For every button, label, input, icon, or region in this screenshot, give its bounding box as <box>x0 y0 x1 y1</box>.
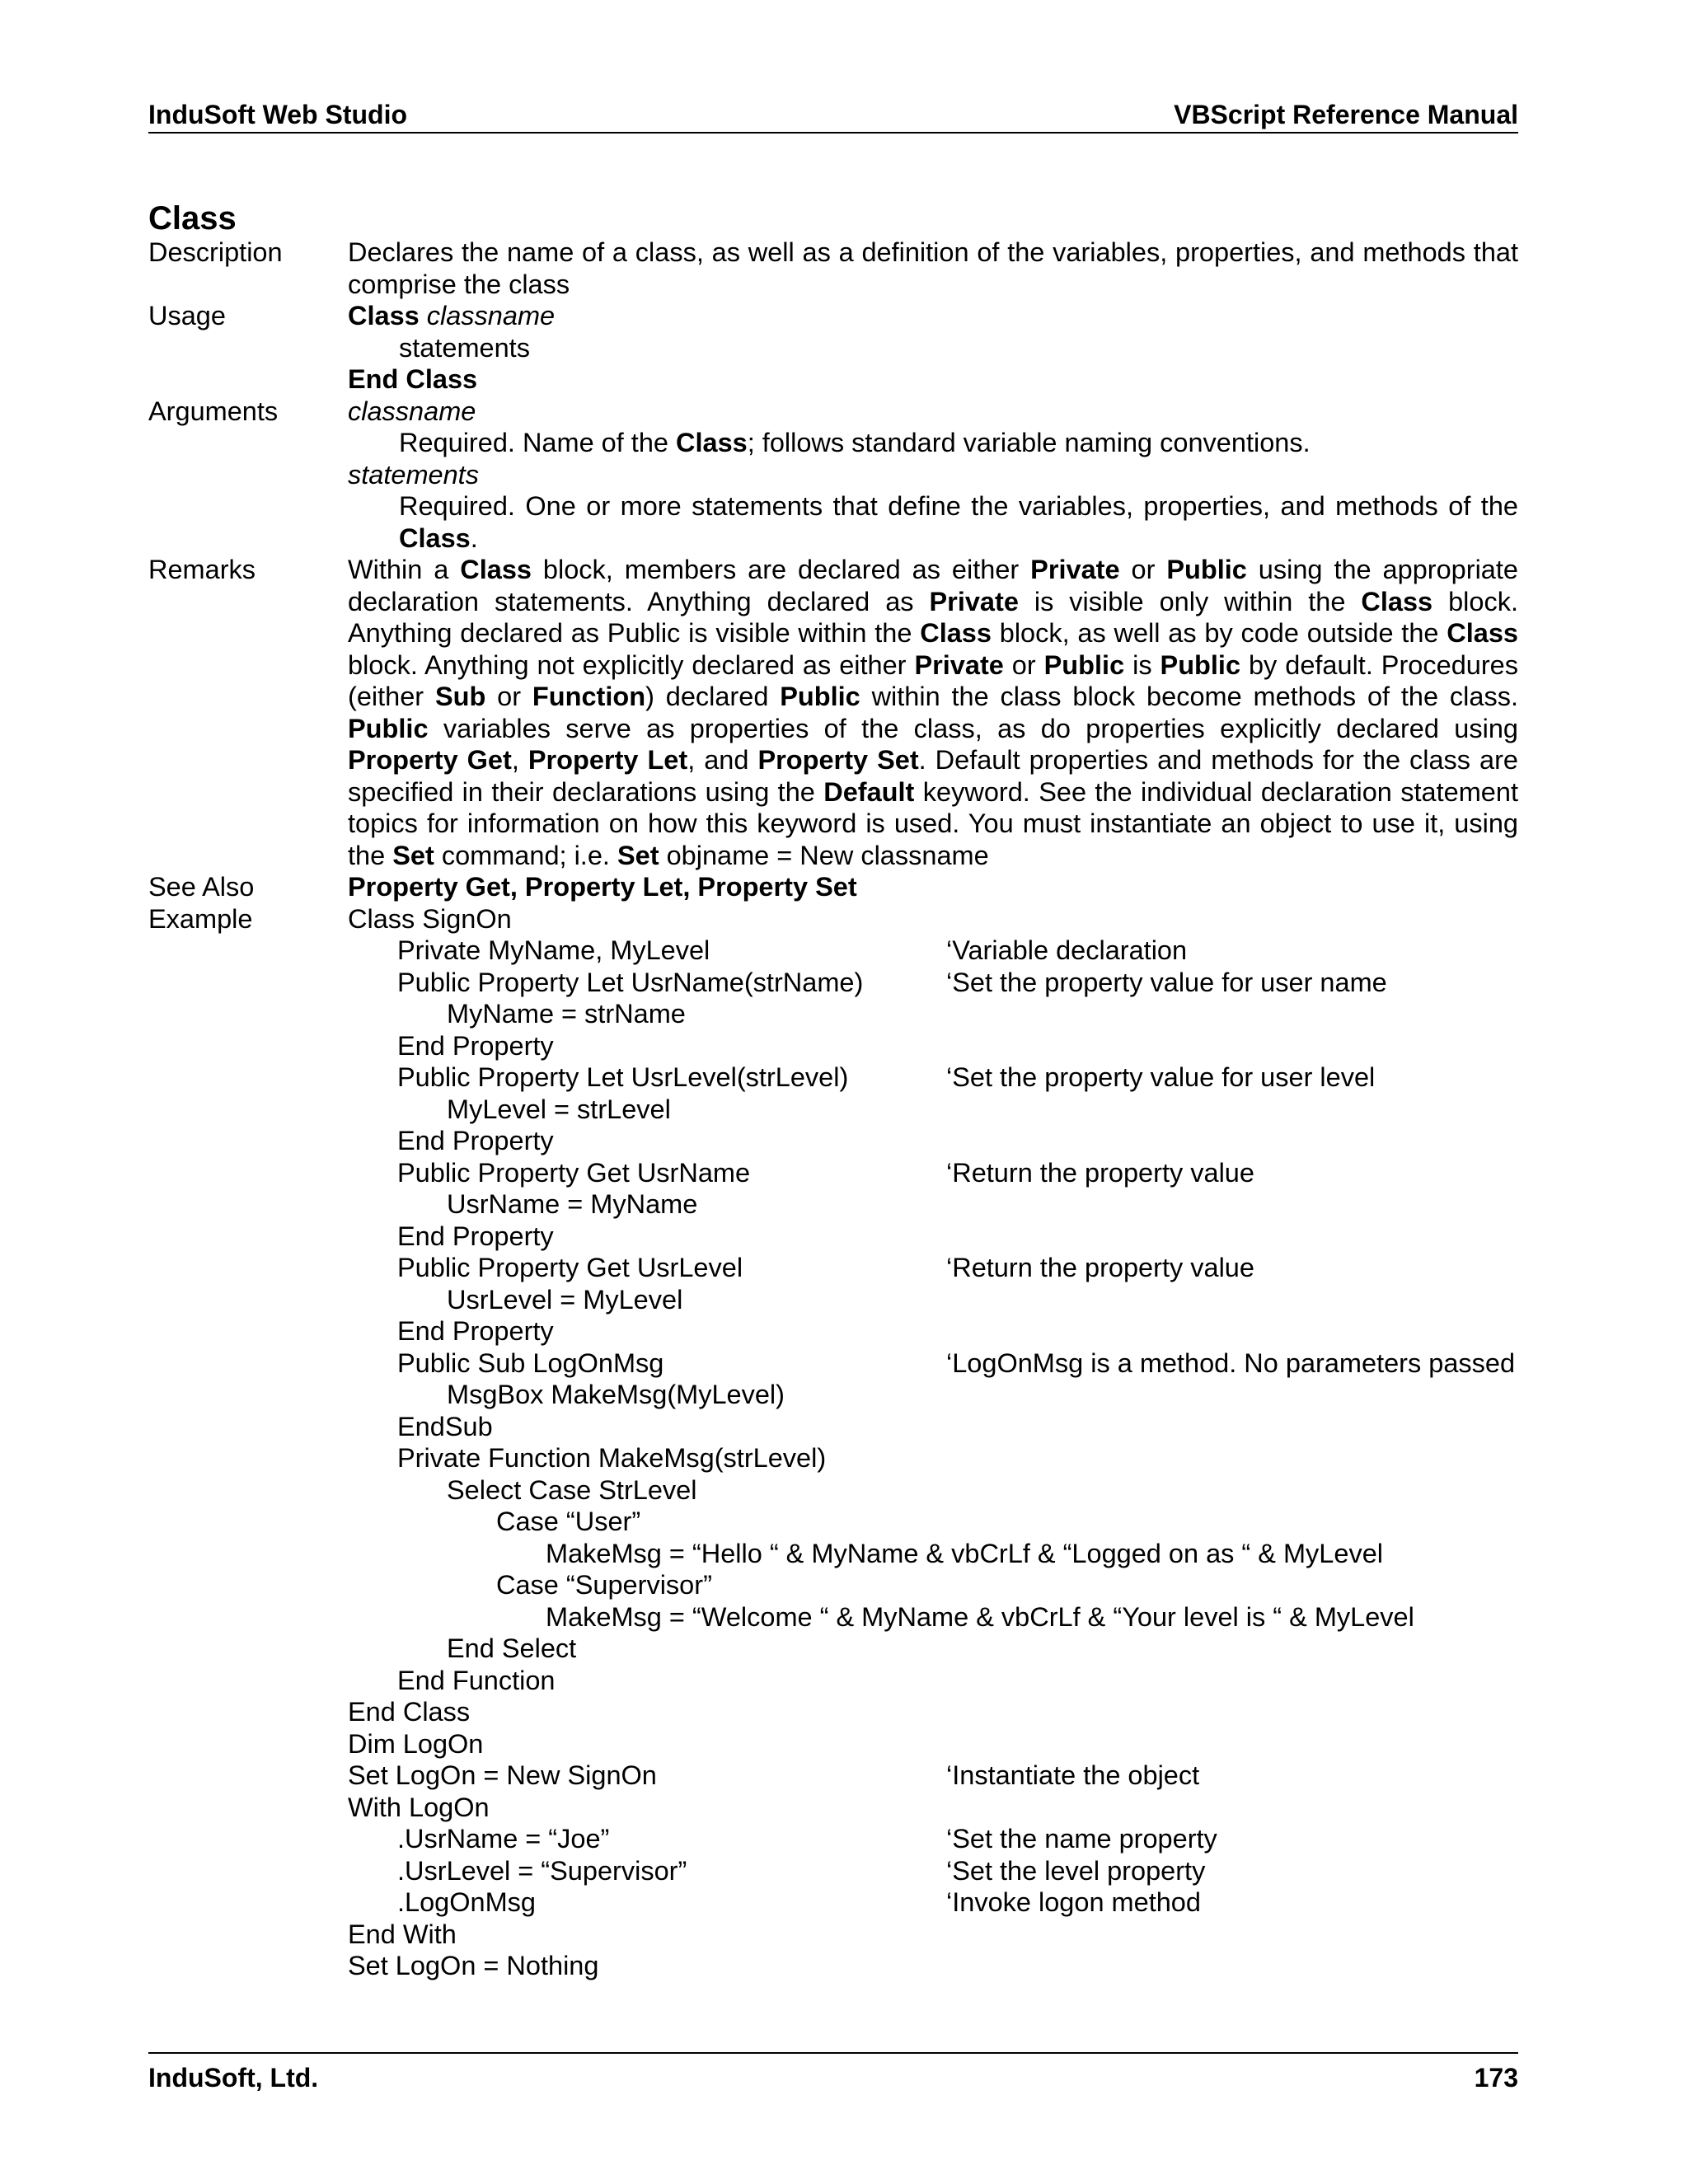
page-header <box>148 97 1518 134</box>
remarks-keyword: Class <box>1447 618 1518 648</box>
remarks-segment: block, members are declared as either <box>531 555 1031 584</box>
code-comment: ‘Return the property value <box>946 1253 1254 1282</box>
code-text: Case “User” <box>496 1507 641 1536</box>
remarks-keyword: Public <box>780 682 860 711</box>
remarks-text <box>348 554 1518 871</box>
remarks-segment: block. Anything not explicitly declared as either <box>348 649 915 680</box>
reference-entry <box>148 237 1518 1982</box>
code-text: End Property <box>397 1030 554 1061</box>
remarks-keyword: Default <box>823 776 915 807</box>
code-line <box>348 1379 1518 1411</box>
remarks-segment: , and <box>687 745 758 775</box>
code-text: Public Property Get UsrName <box>397 1157 751 1188</box>
header-right: VBScript Reference Manual <box>1174 100 1518 129</box>
code-text: .LogOnMsg <box>397 1887 537 1917</box>
remarks-keyword: Public <box>348 713 429 743</box>
page-number: 173 <box>1474 2063 1518 2093</box>
remarks-keyword: Function <box>532 682 646 711</box>
code-text: MsgBox MakeMsg(MyLevel) <box>447 1380 785 1409</box>
remarks-segment: block, as well as by code outside the <box>991 618 1447 648</box>
usage-content <box>348 300 1518 396</box>
code-text: Set LogOn = Nothing <box>348 1951 599 1980</box>
remarks-keyword: Sub <box>434 682 486 711</box>
argument-classname-desc <box>348 427 1518 459</box>
remarks-segment: . Default properties and methods for the class are specified in their declarations using the <box>348 745 1518 807</box>
remarks-keyword: Public <box>1043 649 1125 680</box>
remarks-keyword: Public <box>1160 649 1241 680</box>
arg1-desc-part: Required. Name of the <box>399 428 677 457</box>
description-label: Description <box>148 237 283 267</box>
remarks-keyword: Set <box>392 840 434 870</box>
code-line <box>348 1823 1518 1855</box>
code-comment: ‘Set the level property <box>946 1855 1206 1886</box>
code-text: End Select <box>447 1633 577 1663</box>
code-line <box>348 1347 1518 1380</box>
remarks-keyword: Property Get <box>348 745 512 775</box>
remarks-segment: is visible only within the <box>1018 586 1362 616</box>
code-text: With LogOn <box>348 1792 490 1822</box>
arg2-desc-part: . <box>470 523 478 553</box>
arg2-desc-keyword: Class <box>399 523 471 553</box>
usage-line-class <box>348 300 1518 332</box>
remarks-segment: objname = New classname <box>659 840 989 870</box>
remarks-keyword: Private <box>929 586 1019 616</box>
code-text: Public Property Let UsrName(strName) <box>397 967 864 997</box>
code-text: MakeMsg = “Hello “ & MyName & vbCrLf & “Logged on as “ & MyLevel <box>546 1538 1384 1568</box>
code-text: EndSub <box>397 1411 493 1441</box>
code-text: MyLevel = strLevel <box>447 1094 671 1124</box>
code-line <box>348 1792 1518 1824</box>
code-line <box>348 1728 1518 1760</box>
code-line <box>348 1252 1518 1284</box>
code-line <box>348 1760 1518 1792</box>
code-line <box>348 1665 1518 1697</box>
code-text: UsrName = MyName <box>447 1189 698 1219</box>
code-text: .UsrLevel = “Supervisor” <box>397 1855 687 1886</box>
code-line <box>348 1696 1518 1728</box>
code-text: MyName = strName <box>447 999 686 1029</box>
code-line <box>348 998 1518 1030</box>
remarks-segment: , <box>511 745 528 775</box>
see-also-label: See Also <box>148 872 255 902</box>
code-text: .UsrName = “Joe” <box>397 1824 610 1854</box>
usage-label: Usage <box>148 301 226 330</box>
code-text: End Property <box>397 1316 554 1346</box>
code-text: End Function <box>397 1665 556 1695</box>
code-text: Class SignOn <box>348 903 512 934</box>
code-text: End With <box>348 1919 457 1949</box>
arguments-row <box>148 396 1518 555</box>
code-text: Dim LogOn <box>348 1728 484 1759</box>
remarks-keyword: Private <box>1030 555 1120 584</box>
remarks-segment: or <box>1119 555 1167 584</box>
code-text: Public Property Get UsrLevel <box>397 1253 743 1282</box>
code-line <box>348 1125 1518 1157</box>
remarks-segment: using the appropriate declaration statements. Anything declared as <box>348 555 1518 616</box>
code-line <box>348 935 1518 967</box>
remarks-segment: or <box>485 682 532 711</box>
usage-end-class: End Class <box>348 364 478 394</box>
arguments-label: Arguments <box>148 396 279 426</box>
argument-statements: statements <box>348 459 479 490</box>
code-line <box>348 1188 1518 1221</box>
remarks-segment: variables serve as properties of the class, as do properties explicitly declared using <box>428 713 1518 743</box>
code-text: UsrLevel = MyLevel <box>447 1284 683 1315</box>
example-row <box>148 903 1518 1982</box>
remarks-keyword: Private <box>914 649 1004 680</box>
code-comment: ‘LogOnMsg is a method. No parameters passed <box>946 1347 1516 1378</box>
remarks-segment: or <box>1003 649 1044 680</box>
code-comment: ‘Instantiate the object <box>946 1760 1200 1790</box>
usage-class-keyword: Class <box>348 301 420 330</box>
code-line <box>348 903 1518 935</box>
remarks-keyword: Property Set <box>757 745 919 775</box>
usage-classname: classname <box>419 301 556 330</box>
remarks-segment: block. Anything declared as Public is visible within the <box>348 586 1518 648</box>
remarks-keyword: Class <box>1361 586 1433 616</box>
code-text: Public Sub LogOnMsg <box>397 1347 664 1378</box>
code-comment: ‘Variable declaration <box>946 935 1188 965</box>
remarks-keyword: Set <box>617 840 659 870</box>
code-line <box>348 1855 1518 1887</box>
remarks-keyword: Property Let <box>528 745 688 775</box>
code-text: End Property <box>397 1221 554 1251</box>
remarks-segment: ) declared <box>645 682 781 711</box>
footer-company: InduSoft, Ltd. <box>148 2063 319 2093</box>
code-comment: ‘Return the property value <box>946 1157 1254 1188</box>
code-line <box>348 1094 1518 1126</box>
code-text: MakeMsg = “Welcome “ & MyName & vbCrLf & “Your level is “ & MyLevel <box>546 1601 1414 1632</box>
code-line <box>348 1284 1518 1316</box>
remarks-segment: is <box>1124 649 1160 680</box>
code-text: Private MyName, MyLevel <box>397 935 710 965</box>
section-title: Class <box>148 200 237 237</box>
code-text: End Class <box>348 1697 471 1727</box>
see-also-row <box>148 871 1518 903</box>
remarks-segment: command; i.e. <box>434 840 617 870</box>
page-footer <box>148 2052 1518 2095</box>
remarks-row <box>148 554 1518 871</box>
arguments-content <box>348 396 1518 555</box>
header-left: InduSoft Web Studio <box>148 100 408 129</box>
code-comment: ‘Set the name property <box>946 1824 1217 1854</box>
code-line <box>348 1030 1518 1062</box>
usage-statements: statements <box>399 332 530 363</box>
see-also-links: Property Get, Property Let, Property Set <box>348 872 857 902</box>
code-text: End Property <box>397 1126 554 1155</box>
arg1-desc-part: ; follows standard variable naming conventions. <box>747 428 1311 457</box>
code-line <box>348 1919 1518 1951</box>
code-line <box>348 1062 1518 1094</box>
code-comment: ‘Invoke logon method <box>946 1887 1201 1917</box>
code-line <box>348 1474 1518 1507</box>
description-text: Declares the name of a class, as well as a definition of the variables, properties, and methods that comprise the class <box>348 237 1518 299</box>
arg1-desc-keyword: Class <box>676 428 748 457</box>
code-line <box>348 1601 1518 1633</box>
code-line <box>348 1886 1518 1919</box>
code-line <box>348 967 1518 999</box>
code-line <box>348 1315 1518 1347</box>
code-line <box>348 1157 1518 1189</box>
arg2-desc-part: Required. One or more statements that define the variables, properties, and methods of the <box>399 491 1518 521</box>
example-label: Example <box>148 903 253 934</box>
code-text: Select Case StrLevel <box>447 1474 697 1505</box>
example-code <box>348 903 1518 1982</box>
remarks-segment: within the class block become methods of the class. <box>860 682 1518 711</box>
remarks-segment: Within a <box>348 555 461 584</box>
remarks-keyword: Class <box>920 618 992 648</box>
code-line <box>348 1221 1518 1253</box>
remarks-segment: keyword. See the individual declaration statement topics for information on how this keyword is used. You must instantiate an object to use it, using the <box>348 776 1518 870</box>
code-line <box>348 1411 1518 1443</box>
code-line <box>348 1950 1518 1982</box>
code-line <box>348 1633 1518 1665</box>
code-text: Private Function MakeMsg(strLevel) <box>397 1443 827 1473</box>
code-line <box>348 1538 1518 1570</box>
remarks-segment: by default. Procedures (either <box>348 649 1518 711</box>
code-text: Case “Supervisor” <box>496 1570 712 1600</box>
remarks-keyword: Class <box>460 555 532 584</box>
code-comment: ‘Set the property value for user name <box>946 967 1387 997</box>
code-comment: ‘Set the property value for user level <box>946 1062 1376 1092</box>
description-row <box>148 237 1518 300</box>
argument-classname: classname <box>348 396 476 426</box>
usage-row <box>148 300 1518 396</box>
code-line <box>348 1569 1518 1601</box>
code-line <box>348 1506 1518 1538</box>
code-text: Set LogOn = New SignOn <box>348 1760 657 1790</box>
code-text: Public Property Let UsrLevel(strLevel) <box>397 1062 849 1092</box>
remarks-label: Remarks <box>148 555 256 584</box>
argument-statements-desc <box>348 490 1518 554</box>
remarks-keyword: Public <box>1166 555 1247 584</box>
code-line <box>348 1442 1518 1474</box>
